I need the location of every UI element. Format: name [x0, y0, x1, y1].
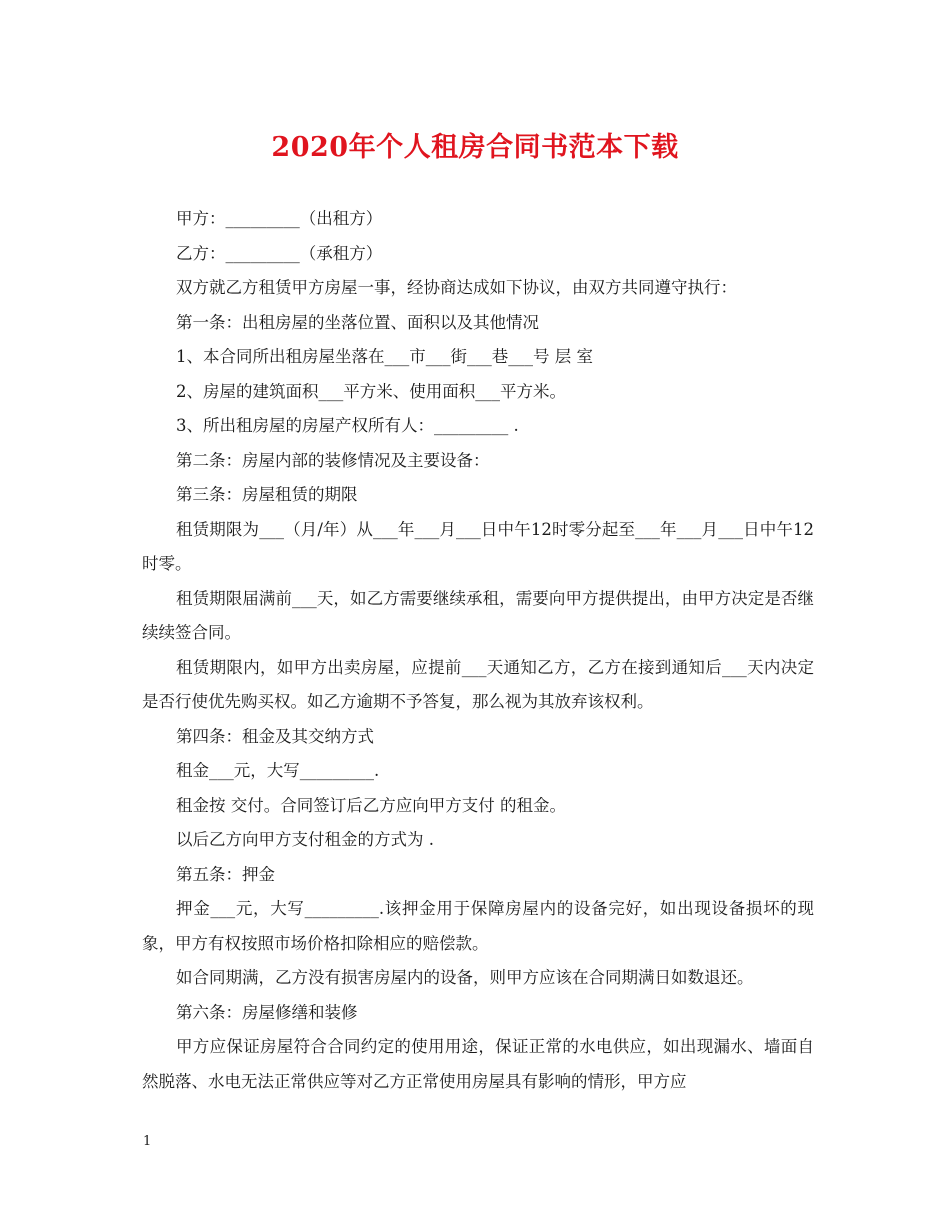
article-4-rent-payment: 租金按 交付。合同签订后乙方应向甲方支付 的租金。: [176, 795, 566, 815]
article-3-term: 租赁期限为___（月/年）从___年___月___日中午12时零分起至___年___月___日中午12时零。: [142, 519, 814, 573]
article-2-heading: 第二条：房屋内部的装修情况及主要设备：: [176, 450, 490, 470]
article-1-heading: 第一条：出租房屋的坐落位置、面积以及其他情况: [176, 312, 539, 332]
article-6-repairs: 甲方应保证房屋符合合同约定的使用用途，保证正常的水电供应，如出现漏水、墙面自然脱落、水电无法正常供应等对乙方正常使用房屋具有影响的情形，甲方应: [142, 1037, 814, 1091]
article-1-item-2: 2、房屋的建筑面积___平方米、使用面积___平方米。: [176, 381, 566, 401]
article-4-rent-method: 以后乙方向甲方支付租金的方式为 .: [176, 830, 434, 849]
article-1-item-3: 3、所出租房屋的房屋产权所有人：_________ .: [176, 416, 519, 435]
article-3-heading: 第三条：房屋租赁的期限: [176, 485, 358, 504]
paragraph-preamble: 双方就乙方租赁甲方房屋一事，经协商达成如下协议，由双方共同遵守执行：: [176, 278, 737, 297]
document-body: [142, 202, 814, 1099]
article-5-refund: 如合同期满，乙方没有损害房屋内的设备，则甲方应该在合同期满日如数退还。: [176, 968, 754, 987]
article-3-renewal: 租赁期限届满前___天，如乙方需要继续承租，需要向甲方提供提出，由甲方决定是否继续续签合同。: [142, 588, 814, 642]
article-3-sale: 租赁期限内，如甲方出卖房屋，应提前___天通知乙方，乙方在接到通知后___天内决定是否行使优先购买权。如乙方逾期不予答复，那么视为其放弃该权利。: [142, 657, 814, 711]
document-title: 2020年个人租房合同书范本下载: [271, 132, 679, 163]
paragraph-party-a: 甲方：_________（出租方）: [176, 209, 383, 228]
article-4-rent-amount: 租金___元，大写_________.: [176, 761, 380, 780]
page-number: 1: [143, 1134, 152, 1149]
article-4-heading: 第四条：租金及其交纳方式: [176, 726, 374, 746]
article-6-heading: 第六条：房屋修缮和装修: [176, 1002, 358, 1022]
article-5-heading: 第五条：押金: [176, 864, 275, 884]
article-1-item-1: 1、本合同所出租房屋坐落在___市___街___巷___号 层 室: [176, 347, 593, 366]
article-5-deposit: 押金___元，大写_________.该押金用于保障房屋内的设备完好，如出现设备损坏的现象，甲方有权按照市场价格扣除相应的赔偿款。: [142, 899, 814, 953]
paragraph-party-b: 乙方：_________（承租方）: [176, 243, 383, 263]
